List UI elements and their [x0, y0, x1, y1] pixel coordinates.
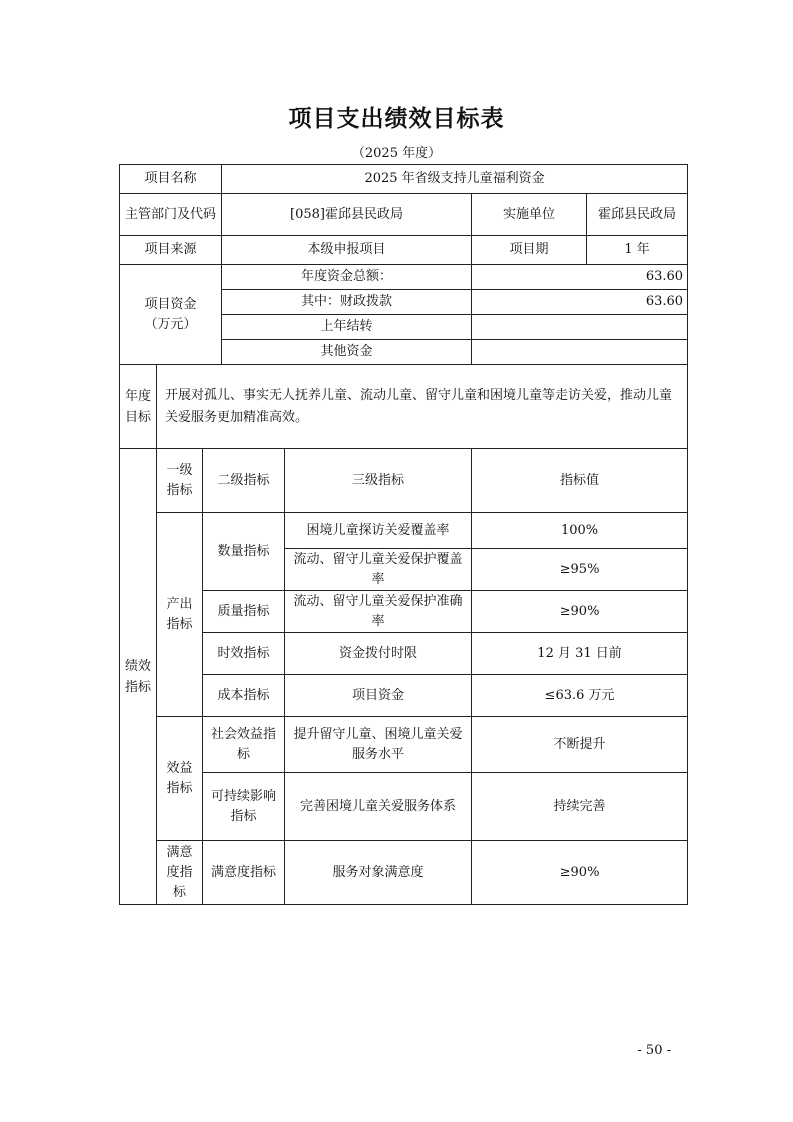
project-name-label: 项目名称	[120, 165, 222, 194]
period-label: 项目期	[472, 236, 587, 265]
indicator-name: 提升留守儿童、困境儿童关爱服务水平	[285, 717, 472, 773]
document-subtitle-year: （2025 年度）	[351, 146, 442, 161]
indicator-name: 资金拨付时限	[285, 633, 472, 675]
indicator-value: ≥90%	[472, 841, 688, 905]
satisfaction-indicators-label: 满意度指标	[157, 841, 203, 905]
indicator-value: ≥90%	[472, 591, 688, 633]
fiscal-funds-value: 63.60	[472, 290, 688, 315]
carryover-funds-value	[472, 315, 688, 340]
header-level3: 三级指标	[285, 449, 472, 513]
header-level2: 二级指标	[203, 449, 285, 513]
indicator-value: ≥95%	[472, 549, 688, 591]
total-funds-value: 63.60	[472, 265, 688, 290]
annual-goal-text: 开展对孤儿、事实无人抚养儿童、流动儿童、留守儿童和困境儿童等走访关爱，推动儿童关爱服务更加精准高效。	[157, 365, 688, 449]
project-funds-label-line2: （万元）	[144, 316, 197, 332]
source-value: 本级申报项目	[222, 236, 472, 265]
carryover-funds-label: 上年结转	[222, 315, 472, 340]
indicator-name: 服务对象满意度	[285, 841, 472, 905]
indicator-value: 100%	[472, 513, 688, 549]
other-funds-label: 其他资金	[222, 340, 472, 365]
period-value: 1 年	[587, 236, 688, 265]
dept-label: 主管部门及代码	[120, 194, 222, 236]
document-title: 项目支出绩效目标表	[288, 106, 505, 132]
indicator-name: 流动、留守儿童关爱保护覆盖率	[285, 549, 472, 591]
annual-goal-label: 年度目标	[120, 365, 157, 449]
dept-value: [058]霍邱县民政局	[222, 194, 472, 236]
benefit-indicators-label: 效益指标	[157, 717, 203, 841]
performance-goal-table	[119, 164, 688, 905]
social-benefit-label: 社会效益指标	[203, 717, 285, 773]
indicator-value: 持续完善	[472, 773, 688, 841]
project-funds-label	[120, 265, 222, 365]
performance-indicators-label: 绩效指标	[120, 449, 157, 905]
indicator-name: 流动、留守儿童关爱保护准确率	[285, 591, 472, 633]
other-funds-value	[472, 340, 688, 365]
source-label: 项目来源	[120, 236, 222, 265]
sustainable-impact-label: 可持续影响指标	[203, 773, 285, 841]
indicator-name: 困境儿童探访关爱覆盖率	[285, 513, 472, 549]
satisfaction-sub-label: 满意度指标	[203, 841, 285, 905]
impl-unit-label: 实施单位	[472, 194, 587, 236]
indicator-name: 项目资金	[285, 675, 472, 717]
header-value: 指标值	[472, 449, 688, 513]
project-funds-label-line1: 项目资金	[144, 296, 197, 312]
output-indicators-label: 产出指标	[157, 513, 203, 717]
cost-indicators-label: 成本指标	[203, 675, 285, 717]
fiscal-funds-label: 其中：财政拨款	[222, 290, 472, 315]
quality-indicators-label: 质量指标	[203, 591, 285, 633]
page-number: - 50 -	[637, 1043, 671, 1058]
indicator-value: 12 月 31 日前	[472, 633, 688, 675]
impl-unit-value: 霍邱县民政局	[587, 194, 688, 236]
quantity-indicators-label: 数量指标	[203, 513, 285, 591]
indicator-value: ≤63.6 万元	[472, 675, 688, 717]
indicator-value: 不断提升	[472, 717, 688, 773]
project-name-value: 2025 年省级支持儿童福利资金	[222, 165, 688, 194]
indicator-name: 完善困境儿童关爱服务体系	[285, 773, 472, 841]
total-funds-label: 年度资金总额：	[222, 265, 472, 290]
header-level1: 一级指标	[157, 449, 203, 513]
timeliness-indicators-label: 时效指标	[203, 633, 285, 675]
